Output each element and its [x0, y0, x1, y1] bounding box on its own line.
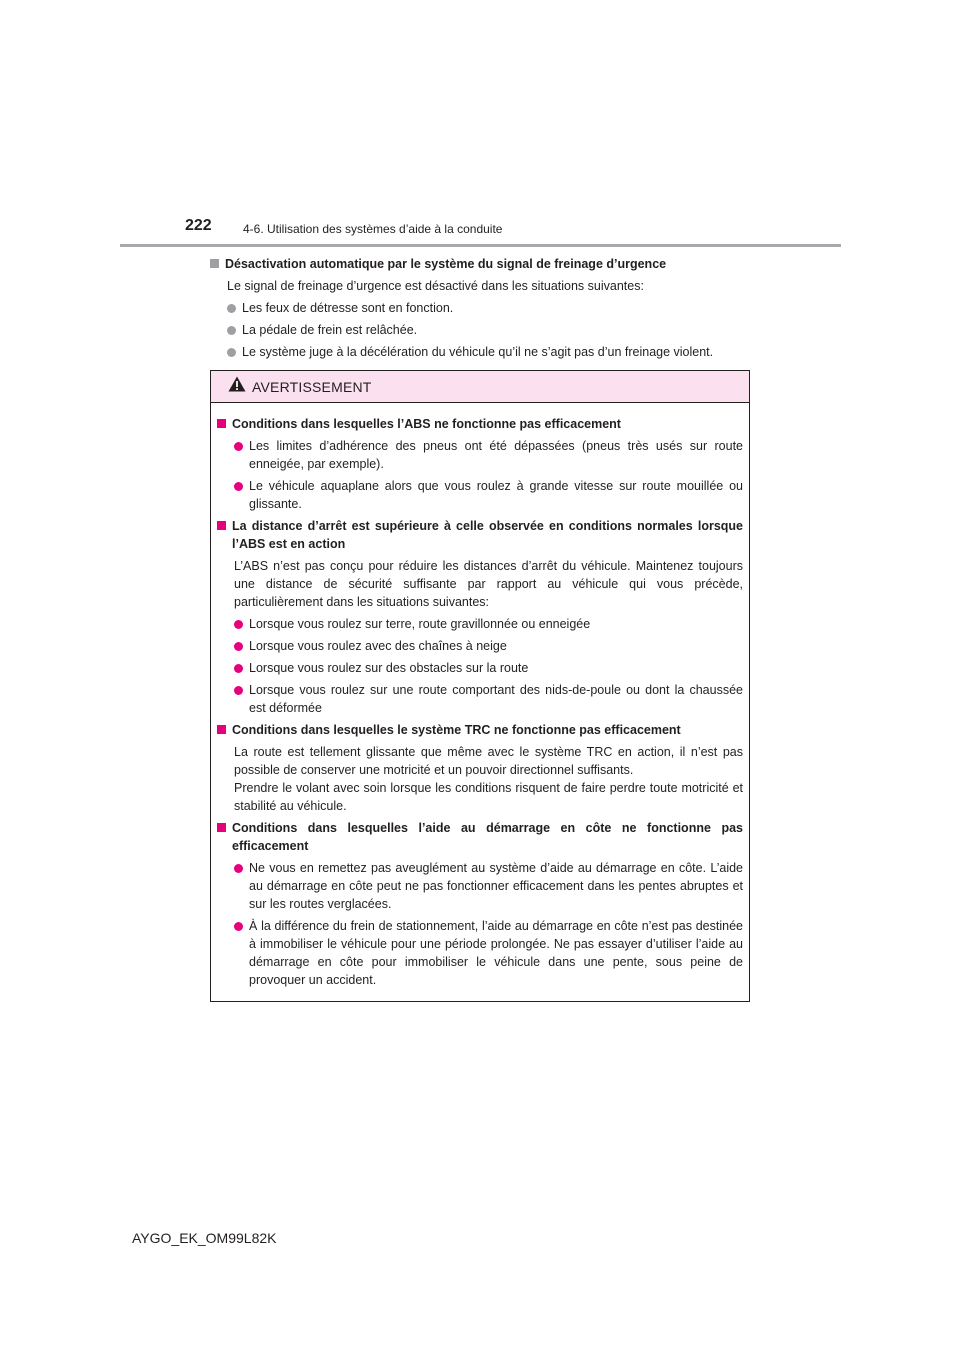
warning-header	[211, 371, 749, 403]
circle-bullet-icon	[227, 348, 236, 357]
content	[210, 255, 750, 365]
circle-bullet-icon	[234, 642, 243, 651]
circle-bullet-icon	[234, 922, 243, 931]
list-item-text: Le véhicule aquaplane alors que vous roulez à grande vitesse sur route mouillée ou glissante.	[249, 479, 743, 511]
list-item	[234, 859, 743, 913]
warning-body	[211, 403, 749, 989]
section-heading	[210, 255, 750, 273]
warning-heading-text: Conditions dans lesquelles l’aide au démarrage en côte ne fonctionne pas efficacement	[232, 821, 743, 853]
warning-heading-text: Conditions dans lesquelles le système TRC ne fonctionne pas efficacement	[232, 723, 681, 737]
list-item	[234, 615, 743, 633]
list-item-text: La pédale de frein est relâchée.	[242, 323, 418, 337]
list-item	[234, 681, 743, 717]
circle-bullet-icon	[234, 686, 243, 695]
list-item-text: Lorsque vous roulez sur des obstacles sur la route	[249, 661, 529, 675]
footer-code: AYGO_EK_OM99L82K	[132, 1230, 277, 1246]
section-title: 4-6. Utilisation des systèmes d’aide à la conduite	[243, 222, 503, 236]
square-bullet-icon	[210, 259, 219, 268]
warning-triangle-icon	[228, 376, 246, 397]
square-bullet-icon	[217, 419, 226, 428]
warning-heading-text: La distance d’arrêt est supérieure à celle observée en conditions normales lorsque l’ABS est en action	[232, 519, 743, 551]
list-item-text: À la différence du frein de stationnement, l’aide au démarrage en côte n’est pas destinée à immobiliser le véhicule pour une période prolongée. Ne pas essayer d’utiliser l’aide au démarrage en côte pour immobiliser le véhicule dans une pente, sous peine de provoquer un accident.	[249, 919, 743, 987]
list-item	[234, 917, 743, 989]
warning-paragraph: La route est tellement glissante que même avec le système TRC en action, il n’est pas possible de conserver une motricité et un pouvoir directionnel suffisants.	[234, 745, 743, 777]
circle-bullet-icon	[234, 664, 243, 673]
header-rule	[120, 244, 841, 247]
warning-heading	[217, 415, 743, 433]
warning-paragraph: Prendre le volant avec soin lorsque les conditions risquent de faire perdre toute motricité et stabilité au véhicule.	[234, 781, 743, 813]
list-item	[227, 299, 750, 317]
circle-bullet-icon	[234, 620, 243, 629]
list-item-text: Les limites d’adhérence des pneus ont été dépassées (pneus très usés sur route enneigée, par exemple).	[249, 439, 743, 471]
square-bullet-icon	[217, 521, 226, 530]
warning-heading	[217, 517, 743, 553]
page-number: 222	[185, 217, 212, 234]
list-item-text: Lorsque vous roulez avec des chaînes à neige	[249, 639, 507, 653]
list-item	[234, 477, 743, 513]
warning-heading-text: Conditions dans lesquelles l’ABS ne fonctionne pas efficacement	[232, 417, 621, 431]
list-item	[227, 343, 750, 361]
list-item-text: Lorsque vous roulez sur une route comportant des nids-de-poule ou dont la chaussée est déformée	[249, 683, 743, 715]
list-item-text: Les feux de détresse sont en fonction.	[242, 301, 454, 315]
warning-title: AVERTISSEMENT	[252, 378, 372, 395]
list-item-text: Lorsque vous roulez sur terre, route gravillonnée ou enneigée	[249, 617, 591, 631]
warning-paragraph: L’ABS n’est pas conçu pour réduire les distances d’arrêt du véhicule. Maintenez toujours une distance de sécurité suffisante par rapport au véhicule qui vous précède, particulièrement dans les situations suivantes:	[234, 559, 743, 609]
list-item	[227, 321, 750, 339]
warning-box	[210, 370, 750, 1002]
list-item	[234, 437, 743, 473]
circle-bullet-icon	[227, 326, 236, 335]
list-item-text: Le système juge à la décélération du véhicule qu’il ne s’agit pas d’un freinage violent.	[242, 345, 714, 359]
warning-heading	[217, 819, 743, 855]
square-bullet-icon	[217, 725, 226, 734]
circle-bullet-icon	[234, 442, 243, 451]
circle-bullet-icon	[234, 864, 243, 873]
list-item	[234, 637, 743, 655]
warning-heading	[217, 721, 743, 739]
list-item	[234, 659, 743, 677]
section-heading-text: Désactivation automatique par le système du signal de freinage d’urgence	[225, 257, 667, 271]
circle-bullet-icon	[234, 482, 243, 491]
circle-bullet-icon	[227, 304, 236, 313]
square-bullet-icon	[217, 823, 226, 832]
list-item-text: Ne vous en remettez pas aveuglément au système d’aide au démarrage en côte. L’aide au démarrage en côte peut ne pas fonctionner efficacement dans les pentes abruptes et sur les routes verglacées.	[249, 861, 743, 911]
section-intro: Le signal de freinage d’urgence est désactivé dans les situations suivantes:	[227, 279, 644, 293]
